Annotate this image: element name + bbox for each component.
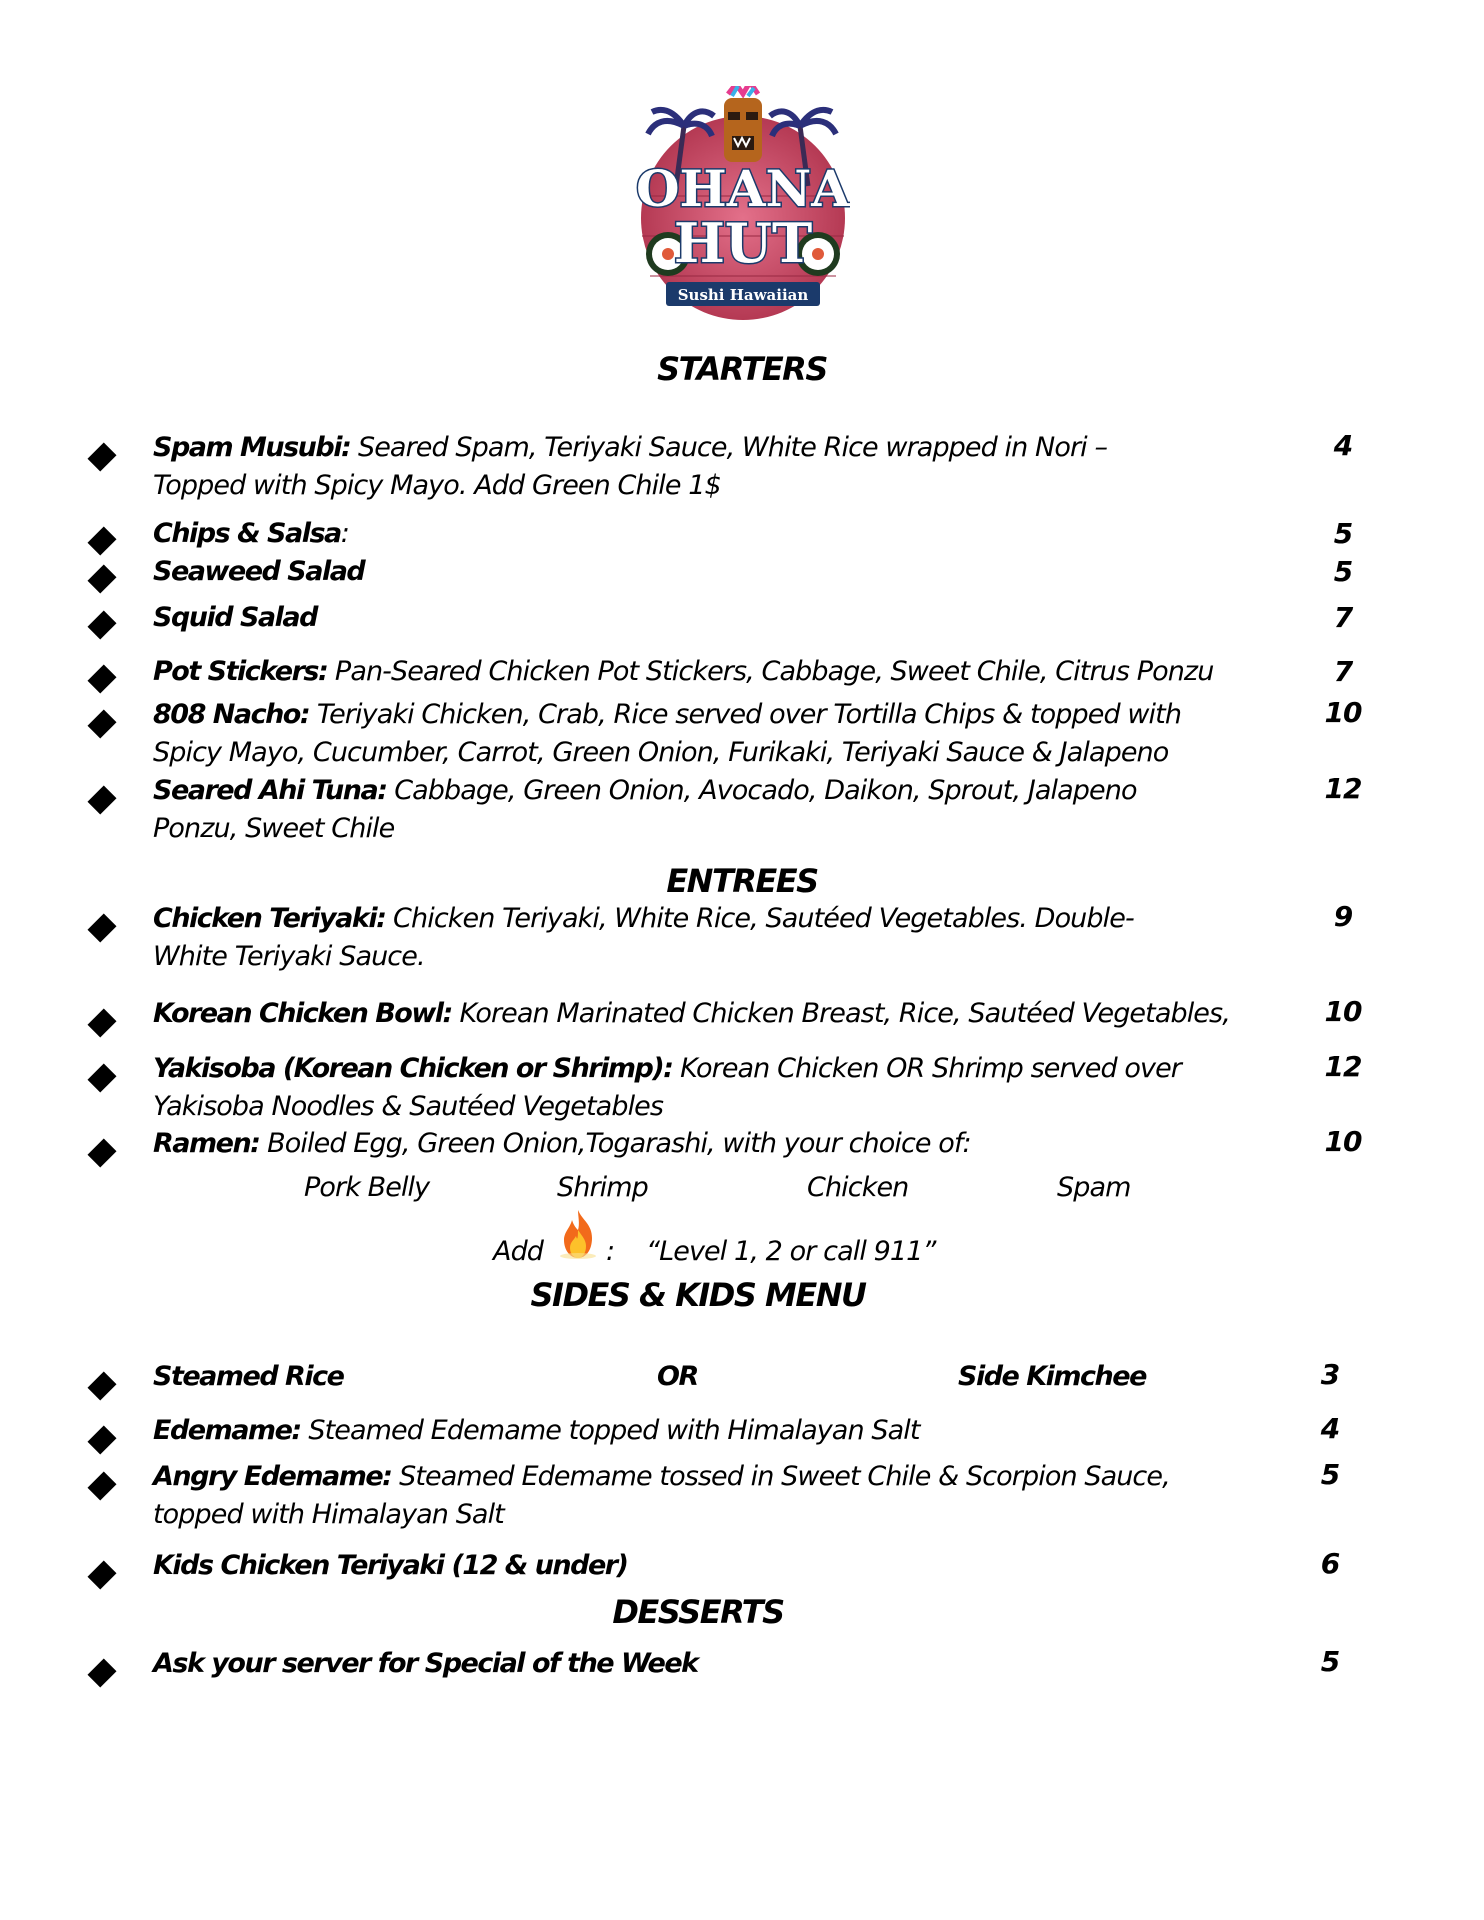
ramen-choice: Chicken — [807, 1172, 909, 1203]
item-price: 6 — [1320, 1547, 1340, 1580]
item-name: Kids Chicken Teriyaki (12 & under) — [153, 1550, 628, 1581]
item-name: Yakisoba (Korean Chicken or Shrimp): — [153, 1053, 673, 1084]
item-name: Chips & Salsa — [153, 518, 341, 549]
item-name: Steamed Rice — [153, 1361, 344, 1392]
item-price: 10 — [1324, 696, 1362, 729]
ramen-choice: Pork Belly — [304, 1172, 430, 1203]
bullet-diamond-icon — [88, 1139, 117, 1168]
item-alt-name: Side Kimchee — [958, 1361, 1146, 1392]
fire-icon — [556, 1208, 600, 1260]
bullet-diamond-icon — [88, 1064, 117, 1093]
bullet-diamond-icon — [88, 443, 117, 472]
item-price: 9 — [1333, 900, 1353, 933]
item-name: Pot Stickers: — [153, 656, 328, 687]
section-heading-starters: STARTERS — [657, 350, 827, 388]
item-description: Steamed Edemame topped with Himalayan Salt — [300, 1415, 920, 1446]
item-description-line2: Topped with Spicy Mayo. Add Green Chile 1$ — [153, 470, 721, 501]
bullet-diamond-icon — [88, 1561, 117, 1590]
item-name: Spam Musubi: — [153, 432, 351, 463]
section-heading-desserts: DESSERTS — [612, 1593, 784, 1631]
item-name: Korean Chicken Bowl: — [153, 998, 452, 1029]
item-description: Teriyaki Chicken, Crab, Rice served over Tortilla Chips & topped with — [309, 699, 1182, 730]
item-or-label: OR — [657, 1361, 698, 1392]
item-name: Ask your server for Special of the Week — [153, 1648, 698, 1679]
item-price: 7 — [1333, 601, 1353, 634]
item-price: 5 — [1333, 517, 1353, 550]
logo-subtitle: Sushi Hawaiian — [677, 286, 809, 304]
section-heading-sides-kids: SIDES & KIDS MENU — [530, 1276, 866, 1314]
spice-add-label: Add — [493, 1236, 544, 1267]
bullet-diamond-icon — [88, 1009, 117, 1038]
item-price: 5 — [1320, 1645, 1340, 1678]
item-description: Korean Marinated Chicken Breast, Rice, Sautéed Vegetables, — [451, 998, 1230, 1029]
item-description-line2: Yakisoba Noodles & Sautéed Vegetables — [153, 1091, 664, 1122]
item-description: Chicken Teriyaki, White Rice, Sautéed Vegetables. Double- — [385, 903, 1134, 934]
ramen-choice: Spam — [1057, 1172, 1131, 1203]
item-price: 7 — [1333, 655, 1353, 688]
item-description-line2: Ponzu, Sweet Chile — [153, 813, 395, 844]
logo-word-hut: HUT — [673, 211, 813, 275]
item-price: 4 — [1333, 429, 1353, 462]
bullet-diamond-icon — [88, 527, 117, 556]
item-price: 10 — [1324, 1125, 1362, 1158]
ohana-hut-logo — [636, 86, 850, 322]
bullet-diamond-icon — [88, 1659, 117, 1688]
item-description: Pan-Seared Chicken Pot Stickers, Cabbage, Sweet Chile, Citrus Ponzu — [327, 656, 1214, 687]
spice-levels: “Level 1, 2 or call 911” — [646, 1236, 936, 1267]
item-name: Squid Salad — [153, 602, 317, 633]
item-name: 808 Nacho: — [153, 699, 310, 730]
bullet-diamond-icon — [88, 565, 117, 594]
item-name: Angry Edemame: — [153, 1461, 392, 1492]
item-description: Korean Chicken OR Shrimp served over — [672, 1053, 1182, 1084]
item-description: Boiled Egg, Green Onion,Togarashi, with your choice of: — [259, 1128, 971, 1159]
item-price: 5 — [1333, 555, 1353, 588]
item-price: 3 — [1320, 1358, 1340, 1391]
item-price: 12 — [1324, 772, 1362, 805]
item-description: Seared Spam, Teriyaki Sauce, White Rice wrapped in Nori – — [350, 432, 1108, 463]
item-name: Edemame: — [153, 1415, 301, 1446]
item-description: Cabbage, Green Onion, Avocado, Daikon, Sprout, Jalapeno — [386, 775, 1137, 806]
bullet-diamond-icon — [88, 710, 117, 739]
bullet-diamond-icon — [88, 1472, 117, 1501]
bullet-diamond-icon — [88, 1426, 117, 1455]
item-price: 5 — [1320, 1458, 1340, 1491]
bullet-diamond-icon — [88, 914, 117, 943]
item-description-line2: White Teriyaki Sauce. — [153, 941, 425, 972]
spice-colon: : — [606, 1236, 615, 1267]
item-description-line2: Spicy Mayo, Cucumber, Carrot, Green Onion, Furikaki, Teriyaki Sauce & Jalapeno — [153, 737, 1169, 768]
bullet-diamond-icon — [88, 1372, 117, 1401]
item-name: Seared Ahi Tuna: — [153, 775, 387, 806]
section-heading-entrees: ENTREES — [666, 862, 818, 900]
tiki-mask-icon — [724, 86, 762, 162]
item-price: 10 — [1324, 995, 1362, 1028]
item-name: Chicken Teriyaki: — [153, 903, 386, 934]
item-price: 4 — [1320, 1412, 1340, 1445]
item-description: : — [340, 518, 349, 549]
ramen-choice: Shrimp — [557, 1172, 648, 1203]
logo-word-ohana: OHANA — [636, 159, 850, 218]
item-name: Ramen: — [153, 1128, 260, 1159]
item-description-line2: topped with Himalayan Salt — [153, 1499, 504, 1530]
bullet-diamond-icon — [88, 665, 117, 694]
item-description: Steamed Edemame tossed in Sweet Chile & Scorpion Sauce, — [391, 1461, 1170, 1492]
item-price: 12 — [1324, 1050, 1362, 1083]
bullet-diamond-icon — [88, 611, 117, 640]
item-name: Seaweed Salad — [153, 556, 365, 587]
bullet-diamond-icon — [88, 786, 117, 815]
